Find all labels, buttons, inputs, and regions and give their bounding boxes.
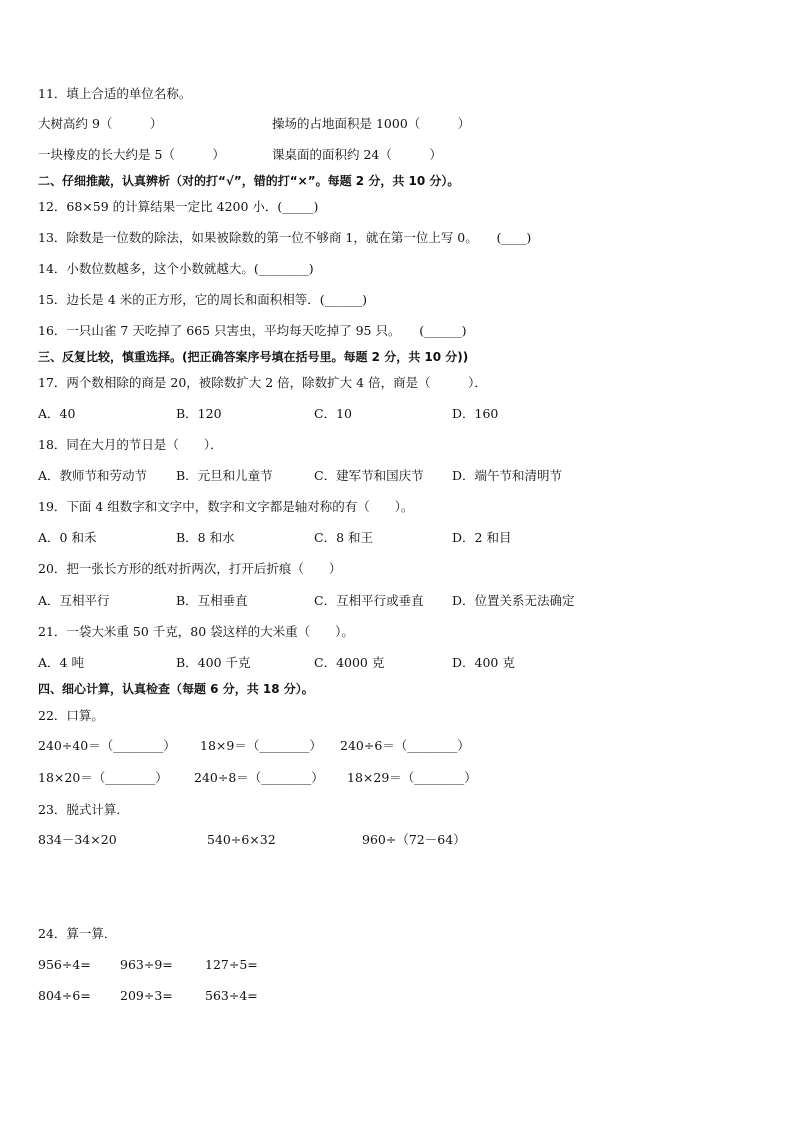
q24-item-2: 963÷9= [120, 957, 173, 972]
q13: 13．除数是一位数的除法，如果被除数的第一位不够商 1，就在第一位上写 0。 (____) [38, 230, 532, 245]
q23-item-2: 540÷6×32 [207, 832, 276, 847]
q24-title: 24．算一算． [38, 926, 117, 941]
q19-option-d: D．2 和目 [452, 530, 512, 545]
q21-option-d: D．400 克 [452, 655, 515, 670]
q24-item-1: 956÷4= [38, 957, 91, 972]
q22-title: 22．口算。 [38, 708, 104, 723]
q20-option-c: C．互相平行或垂直 [314, 593, 424, 608]
q23-title: 23．脱式计算． [38, 802, 129, 817]
q21-option-b: B．400 千克 [176, 655, 251, 670]
q23-item-3: 960÷（72－64） [362, 832, 466, 847]
q17-option-d: D．160 [452, 406, 499, 421]
q18-stem: 18．同在大月的节日是（ ）． [38, 437, 223, 452]
q22-item-5: 240÷8＝（________） [194, 770, 324, 785]
q11-item-4: 课桌面的面积约 24（ ） [272, 147, 442, 162]
q21-stem: 21．一袋大米重 50 千克，80 袋这样的大米重（ ）。 [38, 624, 354, 639]
q11-item-1: 大树高约 9（ ） [38, 116, 163, 131]
q23-item-1: 834－34×20 [38, 832, 117, 847]
q22-item-3: 240÷6＝（________） [340, 738, 470, 753]
q20-option-b: B．互相垂直 [176, 593, 248, 608]
q21-option-c: C．4000 克 [314, 655, 385, 670]
q16: 16．一只山雀 7 天吃掉了 665 只害虫，平均每天吃掉了 95 只。 (______) [38, 323, 467, 338]
q19-stem: 19．下面 4 组数字和文字中，数字和文字都是轴对称的有（ ）。 [38, 499, 414, 514]
q18-option-c: C．建军节和国庆节 [314, 468, 424, 483]
section-2-heading: 二、仔细推敲，认真辨析（对的打“√”，错的打“×”。每题 2 分，共 10 分）。 [38, 174, 460, 188]
q24-item-3: 127÷5= [205, 957, 258, 972]
q18-option-b: B．元旦和儿童节 [176, 468, 273, 483]
q19-option-b: B．8 和水 [176, 530, 235, 545]
q20-option-d: D．位置关系无法确定 [452, 593, 575, 608]
q17-stem: 17．两个数相除的商是 20，被除数扩大 2 倍，除数扩大 4 倍，商是（ ）． [38, 375, 487, 390]
q11-item-2: 操场的占地面积是 1000（ ） [272, 116, 471, 131]
section-3-heading: 三、反复比较，慎重选择。(把正确答案序号填在括号里。每题 2 分，共 10 分)) [38, 350, 469, 364]
q19-option-c: C．8 和王 [314, 530, 373, 545]
q24-item-5: 209÷3= [120, 988, 173, 1003]
section-4-heading: 四、细心计算，认真检查（每题 6 分，共 18 分）。 [38, 682, 314, 696]
q18-option-a: A．教师节和劳动节 [38, 468, 148, 483]
q12: 12．68×59 的计算结果一定比 4200 小．(_____) [38, 199, 319, 214]
q22-item-4: 18×20＝（________） [38, 770, 168, 785]
q22-item-1: 240÷40＝（________） [38, 738, 176, 753]
q17-option-b: B．120 [176, 406, 222, 421]
q20-option-a: A．互相平行 [38, 593, 110, 608]
q18-option-d: D．端午节和清明节 [452, 468, 563, 483]
q24-item-6: 563÷4= [205, 988, 258, 1003]
q11-title: 11．填上合适的单位名称。 [38, 86, 192, 101]
q14: 14．小数位数越多，这个小数就越大。(________) [38, 261, 314, 276]
q21-option-a: A．4 吨 [38, 655, 84, 670]
q24-item-4: 804÷6= [38, 988, 91, 1003]
q22-item-2: 18×9＝（________） [200, 738, 322, 753]
q20-stem: 20．把一张长方形的纸对折两次，打开后折痕（ ） [38, 561, 342, 576]
q11-item-3: 一块橡皮的长大约是 5（ ） [38, 147, 225, 162]
q17-option-c: C．10 [314, 406, 352, 421]
q22-item-6: 18×29＝（________） [347, 770, 477, 785]
q17-option-a: A．40 [38, 406, 76, 421]
q15: 15．边长是 4 米的正方形，它的周长和面积相等．(______) [38, 292, 368, 307]
q19-option-a: A．0 和禾 [38, 530, 97, 545]
